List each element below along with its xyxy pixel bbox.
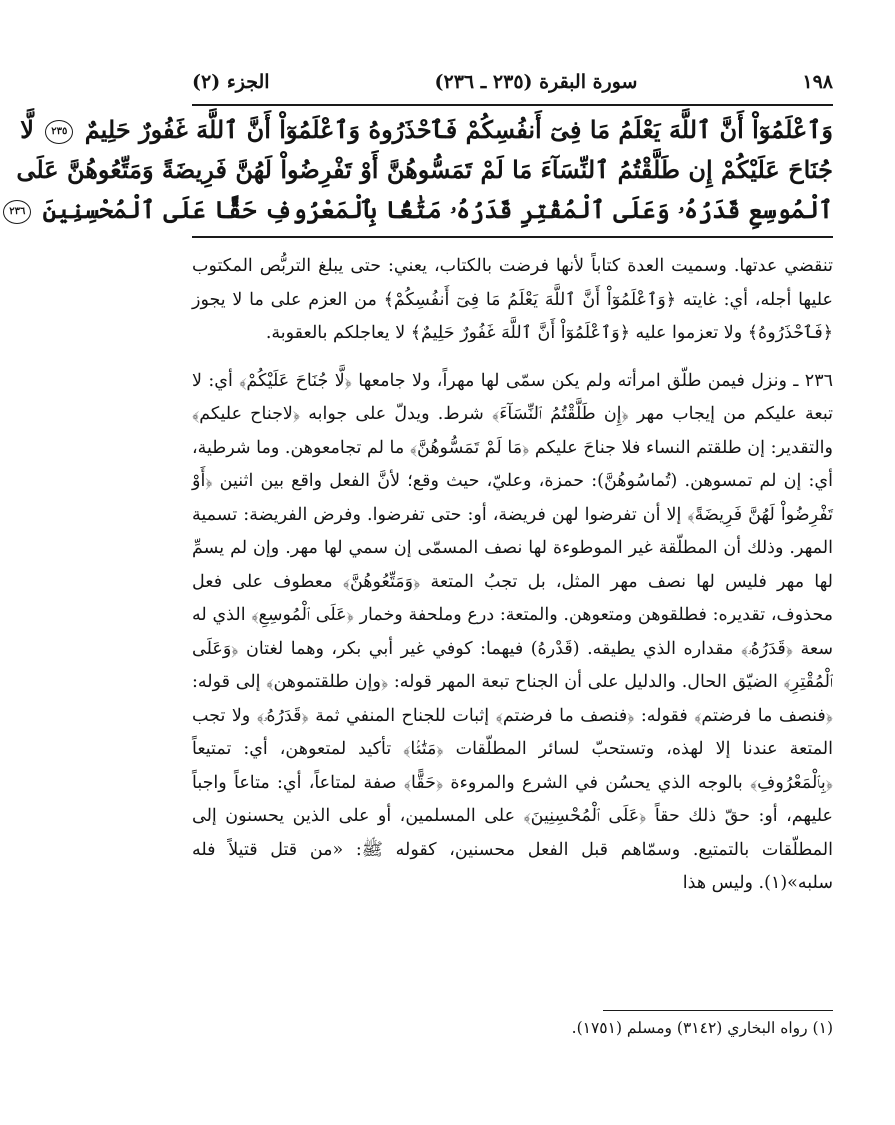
verse-text: ٱلْمُوسِعِ قَدَرُهُۥ وَعَلَى ٱلْمُقْتِرِ قَدَرُهُۥ مَتَٰعًۢا بِٱلْمَعْرُوفِ حَقًّا عَلَى ٱلْمُحْسِنِينَ: [42, 195, 833, 224]
commentary-paragraph: تنقضي عدتها. وسميت العدة كتاباً لأنها فرضت بالكتاب، يعني: حتى يبلغ التربُّص المكتوب عليها أجله، أي: غايته ﴿وَٱعْلَمُوٓاْ أَنَّ ٱللَّهَ يَعْلَمُ مَا فِىٓ أَنفُسِكُمْ﴾ من العزم على ما لا يجوز ﴿فَٱحْذَرُوهُ﴾ ولا تعزموا عليه ﴿وَٱعْلَمُوٓاْ أَنَّ ٱللَّهَ غَفُورٌ حَلِيمٌ﴾ لا يعاجلكم بالعقوبة.: [192, 256, 833, 343]
header-divider: [192, 104, 833, 106]
juz-label: الجزء (٢): [192, 71, 270, 93]
commentary-paragraph: ٢٣٦ ـ ونزل فيمن طلّق امرأته ولم يكن سمّى لها مهراً، ولا جامعها ﴿لَّا جُنَاحَ عَلَيْكُمْ﴾ أي: لا تبعة عليكم من إيجاب مهر ﴿إِن طَلَّقْتُمُ ٱلنِّسَآءَ﴾ شرط. ويدلّ على جوابه ﴿لاجناح عليكم﴾ والتقدير: إن طلقتم النساء فلا جناحَ عليكم ﴿مَا لَمْ تَمَسُّوهُنَّ﴾ ما لم تجامعوهن. وما شرطية، أي: إن لم تمسوهن. (تُماسُوهُنَّ): حمزة، وعليّ، حيث وقع؛ لأنَّ الفعل واقع بين اثنين ﴿أَوْ تَفْرِضُواْ لَهُنَّ فَرِيضَةً﴾ إلا أن تفرضوا لهن فريضة، أو: حتى تفرضوا. وفرض الفريضة: تسمية المهر. وذلك أن المطلّقة غير الموطوءة لها نصف المسمّى إن سمي لها مهر. وإن لم يسمِّ لها مهر فليس لها نصف مهر المثل، بل تجبُ المتعة ﴿وَمَتِّعُوهُنَّ﴾ معطوف على فعل محذوف، تقديره: فطلقوهن ومتعوهن. والمتعة: درع وملحفة وخمار ﴿عَلَى ٱلْمُوسِعِ﴾ الذي له سعة ﴿قَدَرُهُۥ﴾ مقداره الذي يطيقه. (قَدْرهُ) فيهما: كوفي غير أبي بكر، وهما لغتان ﴿وَعَلَى ٱلْمُقْتِرِ﴾ الضيّق الحال. والدليل على أن الجناح تبعة المهر قوله: ﴿وإن طلقتموهن﴾ إلى قوله: ﴿فنصف ما فرضتم﴾ فقوله: ﴿فنصف ما فرضتم﴾ إثبات للجناح المنفي ثمة ﴿قَدَرُهُۥ﴾ ولا تجب المتعة عندنا إلا لهذه، وتستحبّ لسائر المطلّقات ﴿مَتَٰعًۢا﴾ تأكيد لمتعوهن، أي: تمتيعاً ﴿بِٱلْمَعْرُوفِ﴾ بالوجه الذي يحسُن في الشرع والمروءة ﴿حَقًّا﴾ صفة لمتاعاً، أي: متاعاً واجباً عليهم، أو: حقّ ذلك حقاً ﴿عَلَى ٱلْمُحْسِنِينَ﴾ على المسلمين، أو على الذين يحسنون إلى المطلّقات بالتمتيع. وسمّاهم قبل الفعل محسنين، كقوله ﷺ: «من قتل قتيلاً فله سلبه»(١). وليس هذا: [192, 370, 833, 893]
surah-title: سورة البقرة (٢٣٥ ـ ٢٣٦): [434, 71, 638, 93]
footnote: (١) رواه البخاري (٣١٤٢) ومسلم (١٧٥١).: [571, 1019, 833, 1037]
tafsir-commentary: [192, 250, 833, 901]
ayah-number-marker: ٢٣٦: [3, 200, 31, 224]
quran-verses: [9, 110, 833, 234]
page-header: [192, 60, 833, 104]
verses-divider: [192, 236, 833, 238]
verse-line-2: جُنَاحَ عَلَيْكُمْ إِن طَلَّقْتُمُ ٱلنِّسَآءَ مَا لَمْ تَمَسُّوهُنَّ أَوْ تَفْرِضُواْ لَهُنَّ فَرِيضَةً وَمَتِّعُوهُنَّ عَلَى: [16, 155, 833, 184]
verse-line-1: [20, 110, 833, 150]
page-number: ١٩٨: [802, 71, 833, 93]
ayah-number-marker: ٢٣٥: [45, 120, 73, 144]
verse-text: وَٱعْلَمُوٓاْ أَنَّ ٱللَّهَ يَعْلَمُ مَا فِىٓ أَنفُسِكُمْ فَٱحْذَرُوهُ وَٱعْلَمُوٓاْ أَنَّ ٱللَّهَ غَفُورٌ حَلِيمٌ: [84, 115, 833, 144]
verse-text: لَّا: [20, 115, 34, 144]
book-page: [9, 0, 895, 1125]
verse-line-3: [9, 190, 833, 230]
footnote-divider: [603, 1010, 833, 1011]
